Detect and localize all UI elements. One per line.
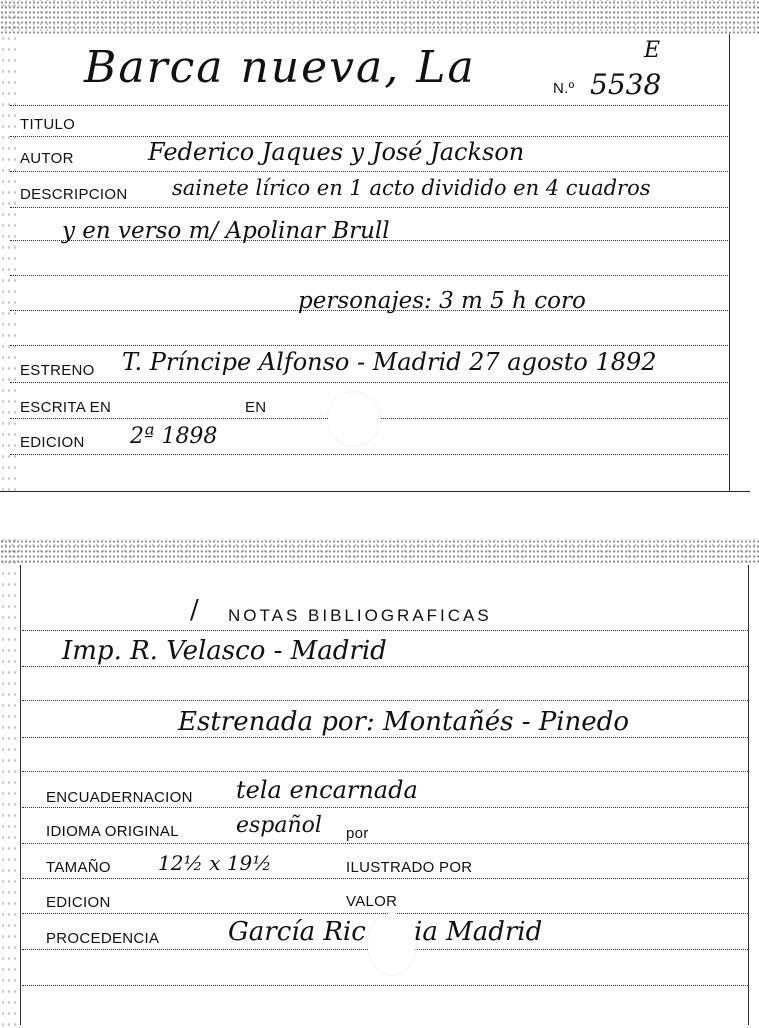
rule — [22, 630, 748, 631]
estreno-label: ESTRENO — [20, 362, 95, 379]
card-title: Barca nueva, La — [84, 42, 476, 93]
rule — [22, 737, 748, 738]
valor-label: VALOR — [346, 893, 398, 910]
rule — [22, 700, 748, 701]
procedencia-value-a: García Ric — [228, 917, 366, 947]
slash-mark: / — [190, 595, 199, 625]
rule — [22, 807, 748, 808]
rule — [10, 345, 730, 346]
paper-blot — [368, 913, 416, 975]
rule — [22, 878, 748, 879]
titulo-label: TITULO — [20, 116, 76, 133]
descripcion-value-line2: y en verso m/ Apolinar Brull — [62, 218, 390, 244]
card-top-right-border — [729, 34, 730, 492]
rule — [10, 207, 730, 208]
descripcion-value-line1: sainete lírico en 1 acto dividido en 4 cuadros — [172, 176, 651, 200]
rule — [10, 382, 730, 383]
card-top-edge-texture — [0, 0, 759, 34]
rule — [10, 136, 730, 137]
edicion-value: 2ª 1898 — [130, 424, 218, 449]
rule — [10, 105, 730, 106]
idioma-label: IDIOMA ORIGINAL — [46, 823, 179, 840]
paper-blot — [328, 392, 380, 446]
rule — [22, 666, 748, 667]
nota-imprenta: Imp. R. Velasco - Madrid — [62, 636, 387, 666]
rule — [10, 454, 730, 455]
procedencia-value-b: ia Madrid — [414, 917, 543, 947]
encuadernacion-value: tela encarnada — [236, 776, 418, 804]
catalog-number-suffix: E — [644, 38, 661, 63]
rule — [22, 771, 748, 772]
autor-label: AUTOR — [20, 150, 74, 167]
autor-value: Federico Jaques y José Jackson — [148, 138, 525, 166]
tamano-value: 12½ x 19½ — [158, 851, 272, 875]
card-top-bottom-border — [0, 491, 750, 492]
card-left-edge-texture — [0, 535, 18, 1028]
catalog-number: 5538 — [590, 68, 662, 101]
rule — [22, 985, 748, 986]
card-bottom-right-border — [748, 565, 749, 1025]
escrita-en-label: ESCRITA EN — [20, 399, 112, 416]
edicion-label: EDICION — [20, 434, 85, 451]
card-bottom-edge-texture — [0, 539, 759, 563]
catalog-card-top — [0, 0, 759, 492]
procedencia-label: PROCEDENCIA — [46, 930, 160, 947]
rule — [10, 171, 730, 172]
descripcion-label: DESCRIPCION — [20, 186, 128, 203]
ilustrado-label: ILUSTRADO POR — [346, 859, 473, 876]
encuadernacion-label: ENCUADERNACION — [46, 789, 193, 806]
edicion-label: EDICION — [46, 894, 111, 911]
por-label: por — [346, 825, 369, 842]
catalog-card-bottom — [0, 535, 759, 1028]
estreno-value: T. Príncipe Alfonso - Madrid 27 agosto 1892 — [122, 348, 657, 376]
notas-heading: NOTAS BIBLIOGRAFICAS — [228, 606, 492, 625]
rule — [22, 843, 748, 844]
tamano-label: TAMAÑO — [46, 859, 111, 876]
rule — [10, 275, 730, 276]
nota-estrenada: Estrenada por: Montañés - Pinedo — [178, 707, 629, 737]
idioma-value: español — [236, 813, 322, 838]
number-label: N.º — [553, 80, 575, 97]
en-label: EN — [245, 399, 267, 416]
card-bottom-left-border — [20, 565, 21, 1025]
personajes-value: personajes: 3 m 5 h coro — [298, 288, 586, 314]
